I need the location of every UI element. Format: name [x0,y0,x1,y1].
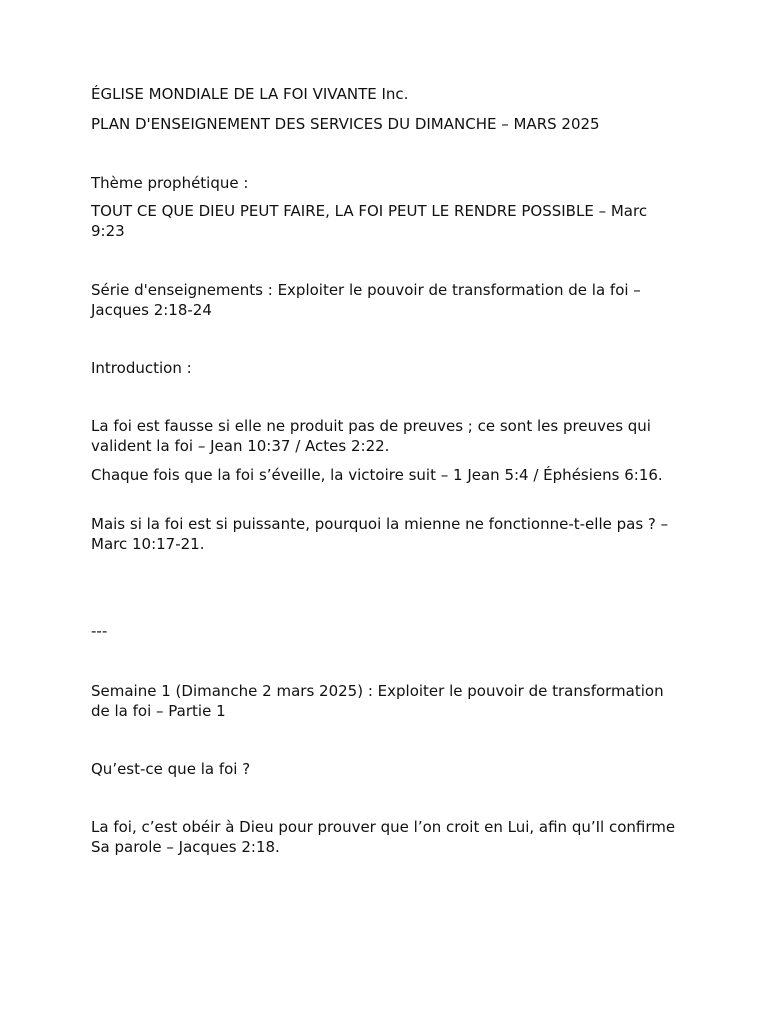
introduction-paragraph-3: Mais si la foi est si puissante, pourquoi la mienne ne fonctionne-t-elle pas ? – Marc 10:17-21. [91,515,669,553]
introduction-paragraph-1: La foi est fausse si elle ne produit pas de preuves ; ce sont les preuves qui valident la foi – Jean 10:37 / Actes 2:22. [91,417,651,455]
theme-label: Thème prophétique : [91,174,249,192]
introduction-paragraph-2: Chaque fois que la foi s’éveille, la victoire suit – 1 Jean 5:4 / Éphésiens 6:16. [91,466,663,484]
week1-answer: La foi, c’est obéir à Dieu pour prouver que l’on croit en Lui, afin qu’Il confirme Sa parole – Jacques 2:18. [91,818,676,856]
series-text: Série d'enseignements : Exploiter le pouvoir de transformation de la foi – Jacques 2:18-24 [91,281,641,319]
week1-title: Semaine 1 (Dimanche 2 mars 2025) : Exploiter le pouvoir de transformation de la foi – Partie 1 [91,682,664,720]
church-name: ÉGLISE MONDIALE DE LA FOI VIVANTE Inc. [91,85,409,103]
section-separator: --- [91,622,108,640]
introduction-label: Introduction : [91,359,192,377]
theme-text: TOUT CE QUE DIEU PEUT FAIRE, LA FOI PEUT LE RENDRE POSSIBLE – Marc 9:23 [91,202,648,240]
week1-question: Qu’est-ce que la foi ? [91,760,251,778]
plan-title: PLAN D'ENSEIGNEMENT DES SERVICES DU DIMANCHE – MARS 2025 [91,115,600,133]
